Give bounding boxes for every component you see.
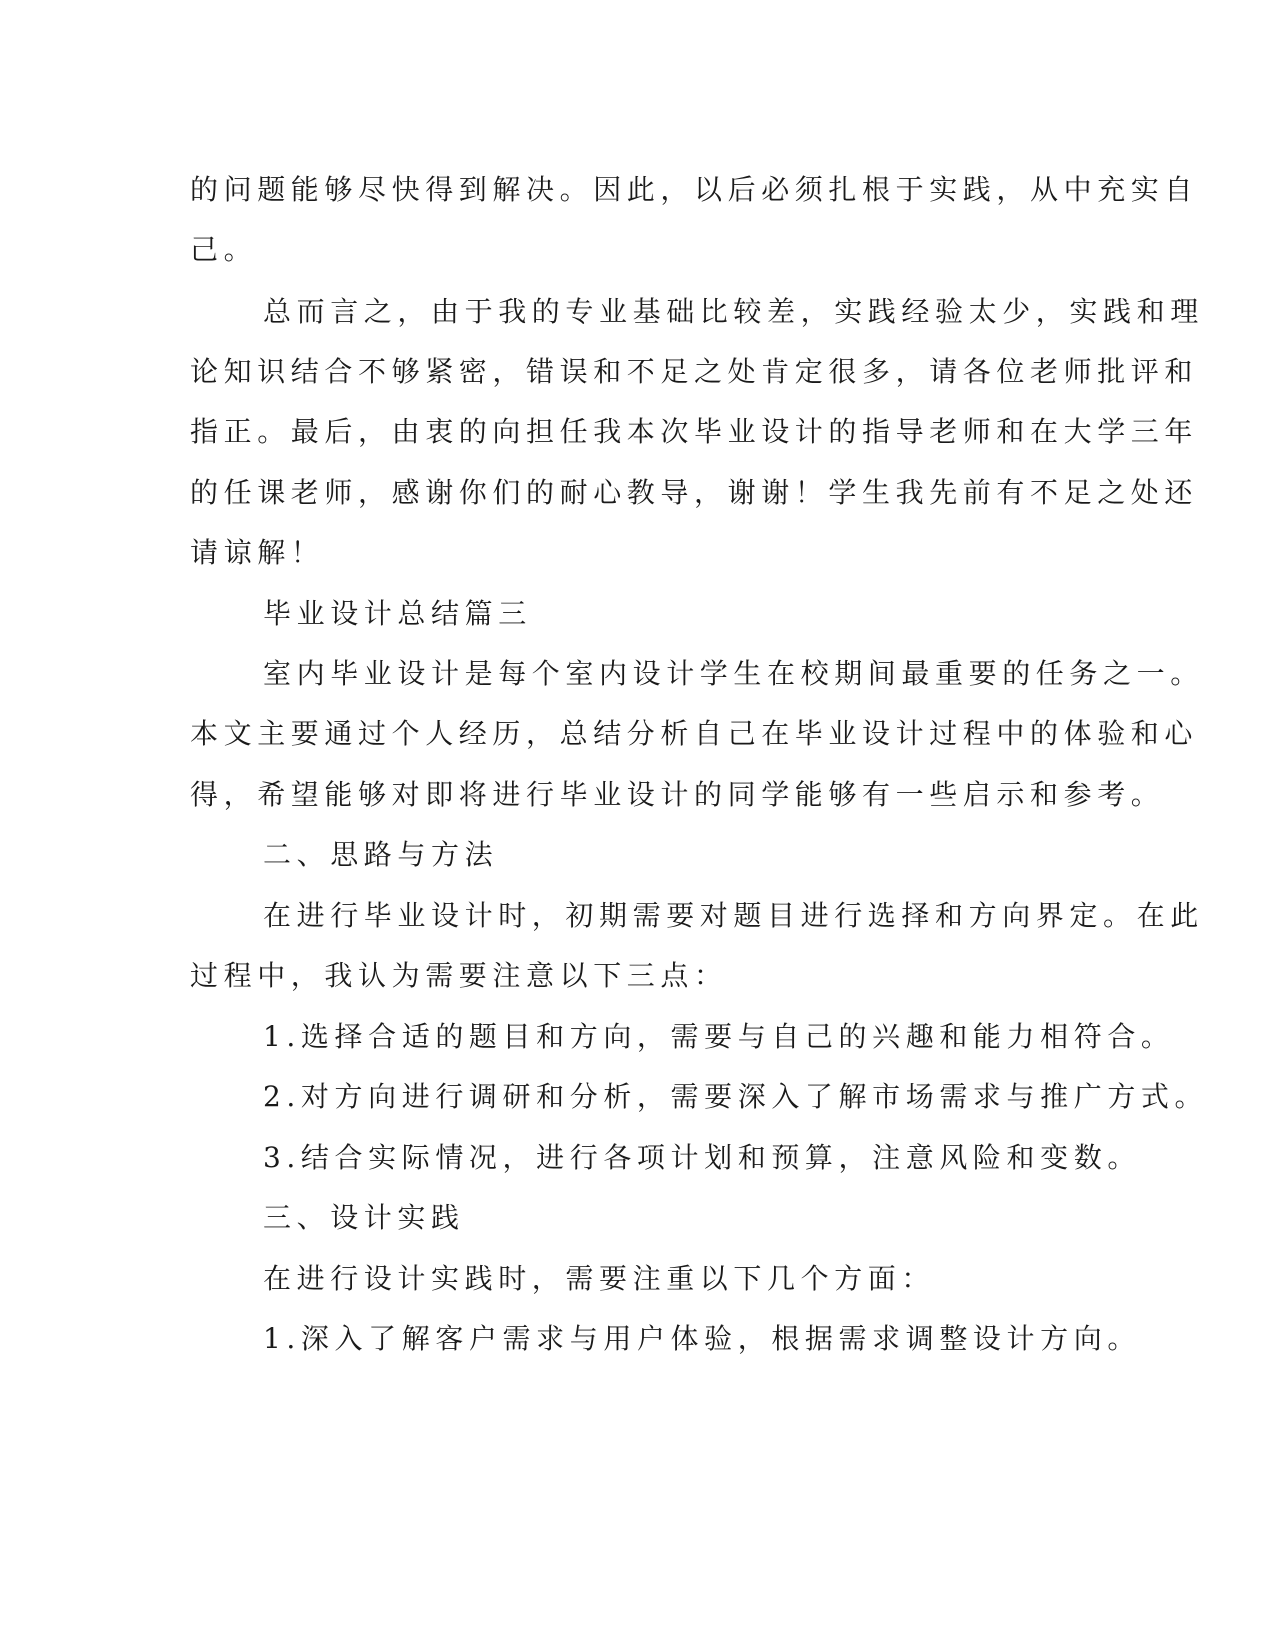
paragraph-line: 请谅解！: [190, 536, 325, 569]
paragraph-line: 在进行毕业设计时，初期需要对题目进行选择和方向界定。在此: [263, 899, 1204, 932]
list-item: 3.结合实际情况，进行各项计划和预算，注意风险和变数。: [263, 1141, 1141, 1174]
list-item: 2.对方向进行调研和分析，需要深入了解市场需求与推广方式。: [263, 1080, 1209, 1113]
paragraph-line: 己。: [190, 233, 258, 266]
section-heading: 三、设计实践: [263, 1201, 465, 1234]
list-item: 1.选择合适的题目和方向，需要与自己的兴趣和能力相符合。: [263, 1020, 1175, 1053]
paragraph-line: 过程中，我认为需要注意以下三点：: [190, 959, 728, 992]
paragraph-line: 本文主要通过个人经历，总结分析自己在毕业设计过程中的体验和心: [190, 717, 1199, 750]
section-heading: 二、思路与方法: [263, 838, 499, 871]
list-item: 1.深入了解客户需求与用户体验，根据需求调整设计方向。: [263, 1322, 1141, 1355]
paragraph-line: 指正。最后，由衷的向担任我本次毕业设计的指导老师和在大学三年: [190, 415, 1199, 448]
paragraph-line: 的任课老师，感谢你们的耐心教导，谢谢！学生我先前有不足之处还: [190, 476, 1199, 509]
paragraph-line: 论知识结合不够紧密，错误和不足之处肯定很多，请各位老师批评和: [190, 355, 1199, 388]
paragraph-line: 得，希望能够对即将进行毕业设计的同学能够有一些启示和参考。: [190, 778, 1165, 811]
paragraph-line: 总而言之，由于我的专业基础比较差，实践经验太少，实践和理: [263, 295, 1204, 328]
paragraph-line: 室内毕业设计是每个室内设计学生在校期间最重要的任务之一。: [263, 657, 1204, 690]
paragraph-line: 在进行设计实践时，需要注重以下几个方面：: [263, 1262, 936, 1295]
section-heading: 毕业设计总结篇三: [263, 597, 532, 630]
paragraph-line: 的问题能够尽快得到解决。因此，以后必须扎根于实践，从中充实自: [190, 173, 1199, 206]
